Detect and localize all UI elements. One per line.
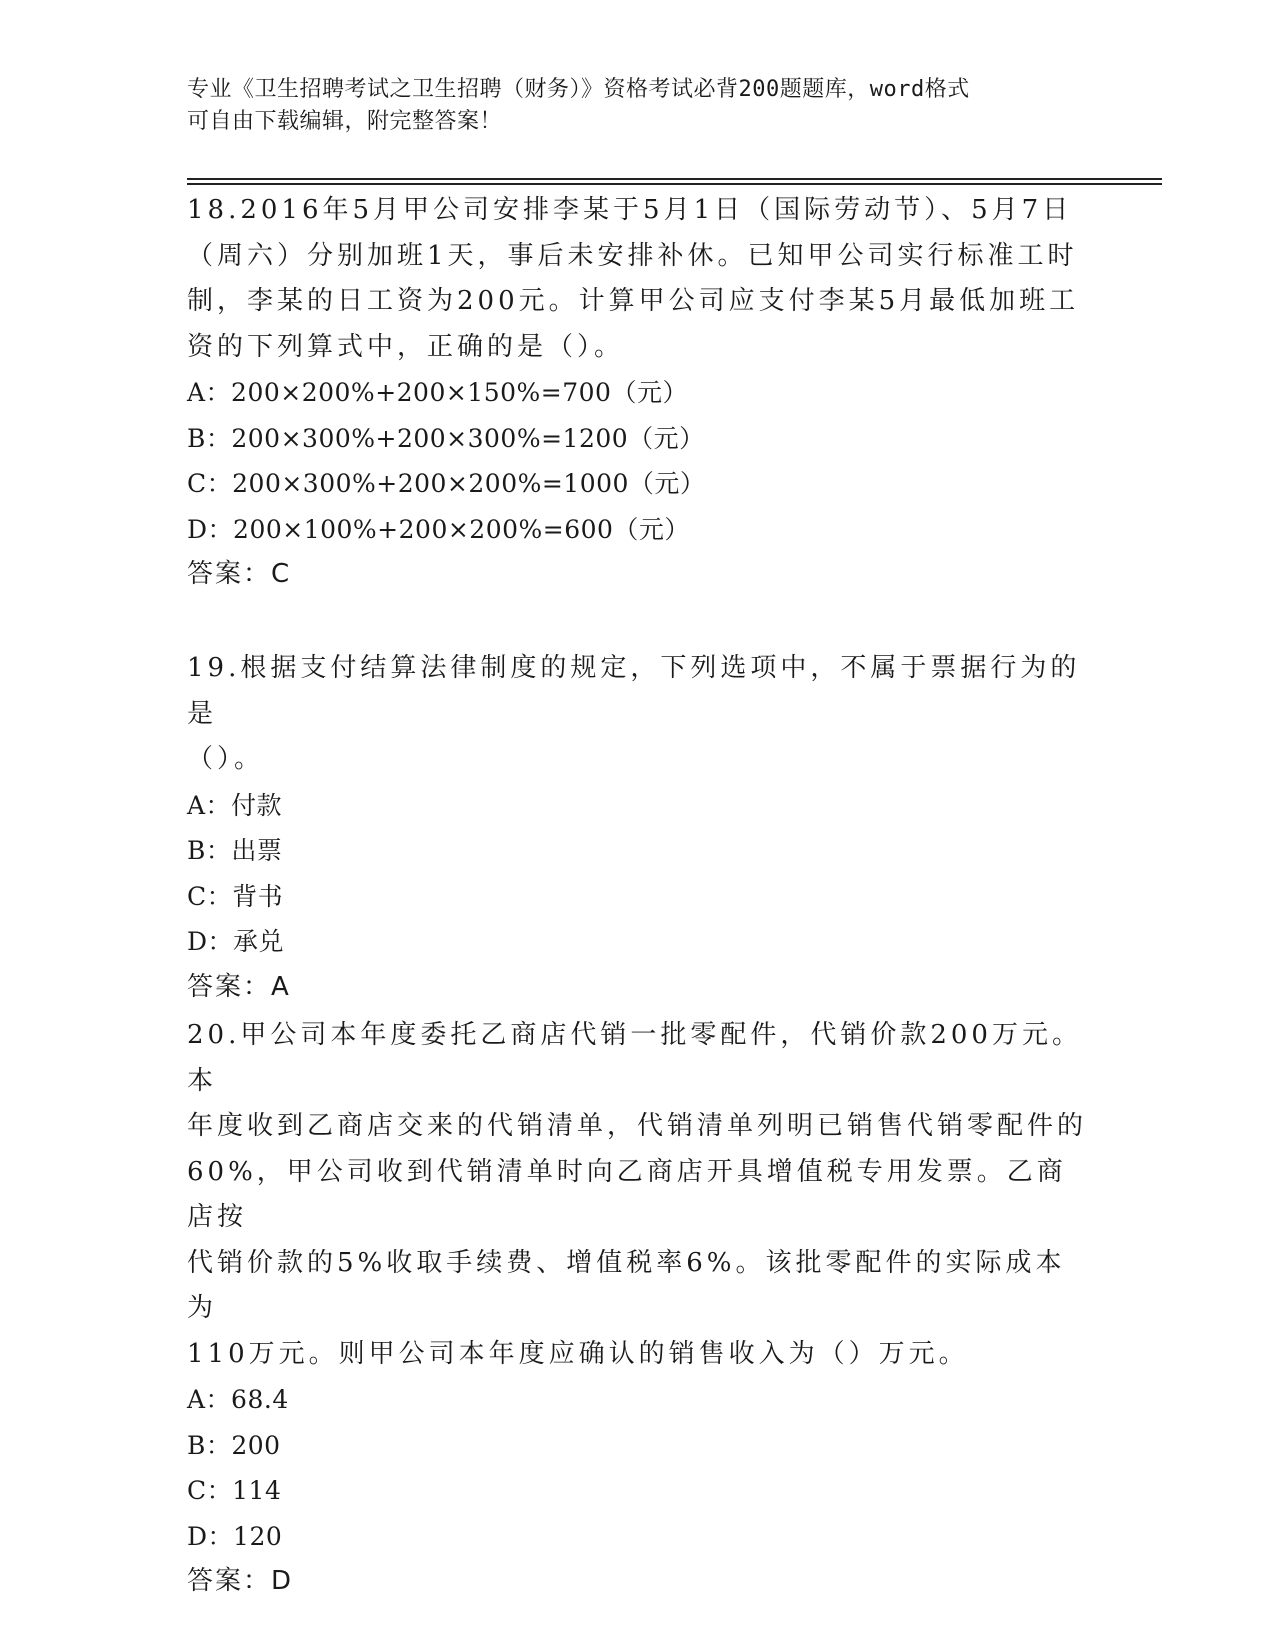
question-19: [187, 646, 1087, 1010]
question-stem-line: 20.甲公司本年度委托乙商店代销一批零配件，代销价款200万元。本: [187, 1020, 1082, 1096]
answer-label: 答案：C: [187, 559, 292, 589]
answer-label: 答案：D: [187, 1566, 294, 1596]
header-divider-bottom: [187, 183, 1162, 185]
header-line-2: 可自由下载编辑，附完整答案！: [187, 109, 503, 134]
question-stem-line: （）。: [187, 744, 265, 774]
option-d: D：承兑: [187, 927, 285, 956]
question-20: [187, 1013, 1087, 1605]
question-stem-line: 18.2016年5月甲公司安排李某于5月1日（国际劳动节）、5月7日: [187, 195, 1073, 225]
option-a: A：付款: [187, 790, 283, 820]
document-header: [187, 74, 1087, 138]
question-stem-line: 60%，甲公司收到代销清单时向乙商店开具增值税专用发票。乙商店按: [187, 1156, 1067, 1232]
option-b: B：200: [187, 1430, 281, 1460]
question-stem-line: 年度收到乙商店交来的代销清单，代销清单列明已销售代销零配件的: [187, 1111, 1088, 1141]
question-stem-line: 代销价款的5%收取手续费、增值税率6%。该批零配件的实际成本为: [187, 1247, 1066, 1323]
question-18: [187, 188, 1087, 598]
option-c: C：114: [187, 1476, 282, 1505]
option-b: B：200×300%+200×300%=1200（元）: [187, 423, 705, 453]
question-stem-line: 19.根据支付结算法律制度的规定，下列选项中，不属于票据行为的是: [187, 653, 1081, 729]
option-c: C：200×300%+200×200%=1000（元）: [187, 469, 706, 498]
header-divider-top: [187, 178, 1162, 180]
option-d: D：200×100%+200×200%=600（元）: [187, 514, 690, 544]
header-line-1: 专业《卫生招聘考试之卫生招聘（财务）》资格考试必背200题题库，word格式: [187, 77, 970, 102]
question-stem-line: 110万元。则甲公司本年度应确认的销售收入为（）万元。: [187, 1338, 969, 1369]
question-stem-line: 资的下列算式中，正确的是（）。: [187, 331, 625, 362]
option-b: B：出票: [187, 836, 283, 865]
option-d: D：120: [187, 1521, 283, 1551]
question-stem-line: 制，李某的日工资为200元。计算甲公司应支付李某5月最低加班工: [187, 286, 1080, 316]
option-a: A：200×200%+200×150%=700（元）: [187, 378, 688, 407]
option-a: A：68.4: [187, 1385, 289, 1414]
answer-label: 答案：A: [187, 971, 291, 1002]
question-stem-line: （周六）分别加班1天，事后未安排补休。已知甲公司实行标准工时: [187, 240, 1078, 271]
option-c: C：背书: [187, 881, 284, 911]
